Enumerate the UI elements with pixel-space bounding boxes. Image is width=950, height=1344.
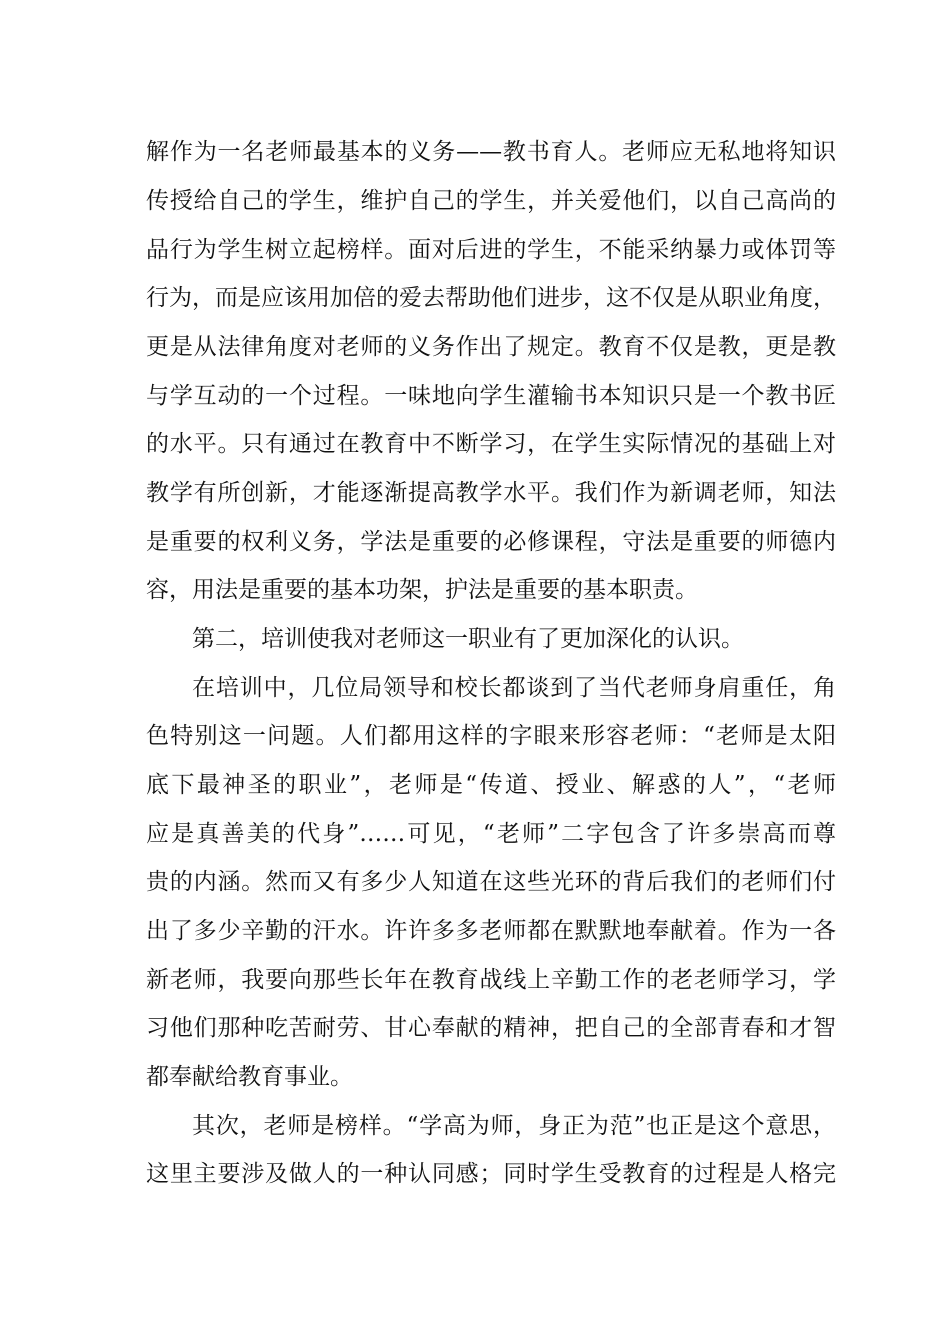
text-line: 习他们那种吃苦耐劳、甘心奉献的精神，把自己的全部青春和才智 (146, 1015, 836, 1041)
text-line: 贵的内涵。然而又有多少人知道在这些光环的背后我们的老师们付 (146, 869, 836, 895)
text-line: 行为，而是应该用加倍的爱去帮助他们进步，这不仅是从职业角度， (146, 285, 836, 311)
text-line: 品行为学生树立起榜样。面对后进的学生，不能采纳暴力或体罚等 (146, 237, 836, 263)
text-line: 容，用法是重要的基本功架，护法是重要的基本职责。 (146, 577, 698, 603)
text-line: 教学有所创新，才能逐渐提高教学水平。我们作为新调老师，知法 (146, 480, 836, 506)
text-line: 第二，培训使我对老师这一职业有了更加深化的认识。 (192, 626, 744, 652)
text-line: 在培训中，几位局领导和校长都谈到了当代老师身肩重任，角 (192, 675, 836, 701)
text-line: 新老师，我要向那些长年在教育战线上辛勤工作的老老师学习，学 (146, 967, 836, 993)
text-line: 与学互动的一个过程。一味地向学生灌输书本知识只是一个教书匠 (146, 383, 836, 409)
text-line: 都奉献给教育事业。 (146, 1064, 353, 1090)
text-line: 应是真善美的代身”……可见，“老师”二字包含了许多崇高而尊 (146, 821, 836, 847)
text-line: 其次，老师是榜样。“学高为师，身正为范”也正是这个意思， (192, 1113, 836, 1139)
text-line: 这里主要涉及做人的一种认同感；同时学生受教育的过程是人格完 (146, 1161, 836, 1187)
text-line: 的水平。只有通过在教育中不断学习，在学生实际情况的基础上对 (146, 431, 836, 457)
text-line: 出了多少辛勤的汗水。许许多多老师都在默默地奉献着。作为一各 (146, 918, 836, 944)
text-line: 更是从法律角度对老师的义务作出了规定。教育不仅是教，更是教 (146, 334, 836, 360)
text-line: 色特别这一问题。人们都用这样的字眼来形容老师：“老师是太阳 (146, 723, 836, 749)
text-line: 解作为一名老师最基本的义务——教书育人。老师应无私地将知识 (146, 139, 836, 165)
text-line: 底下最神圣的职业”，老师是“传道、授业、解惑的人”，“老师 (146, 772, 836, 798)
text-line: 传授给自己的学生，维护自己的学生，并关爱他们，以自己高尚的 (146, 188, 836, 214)
text-line: 是重要的权利义务，学法是重要的必修课程，守法是重要的师德内 (146, 529, 836, 555)
